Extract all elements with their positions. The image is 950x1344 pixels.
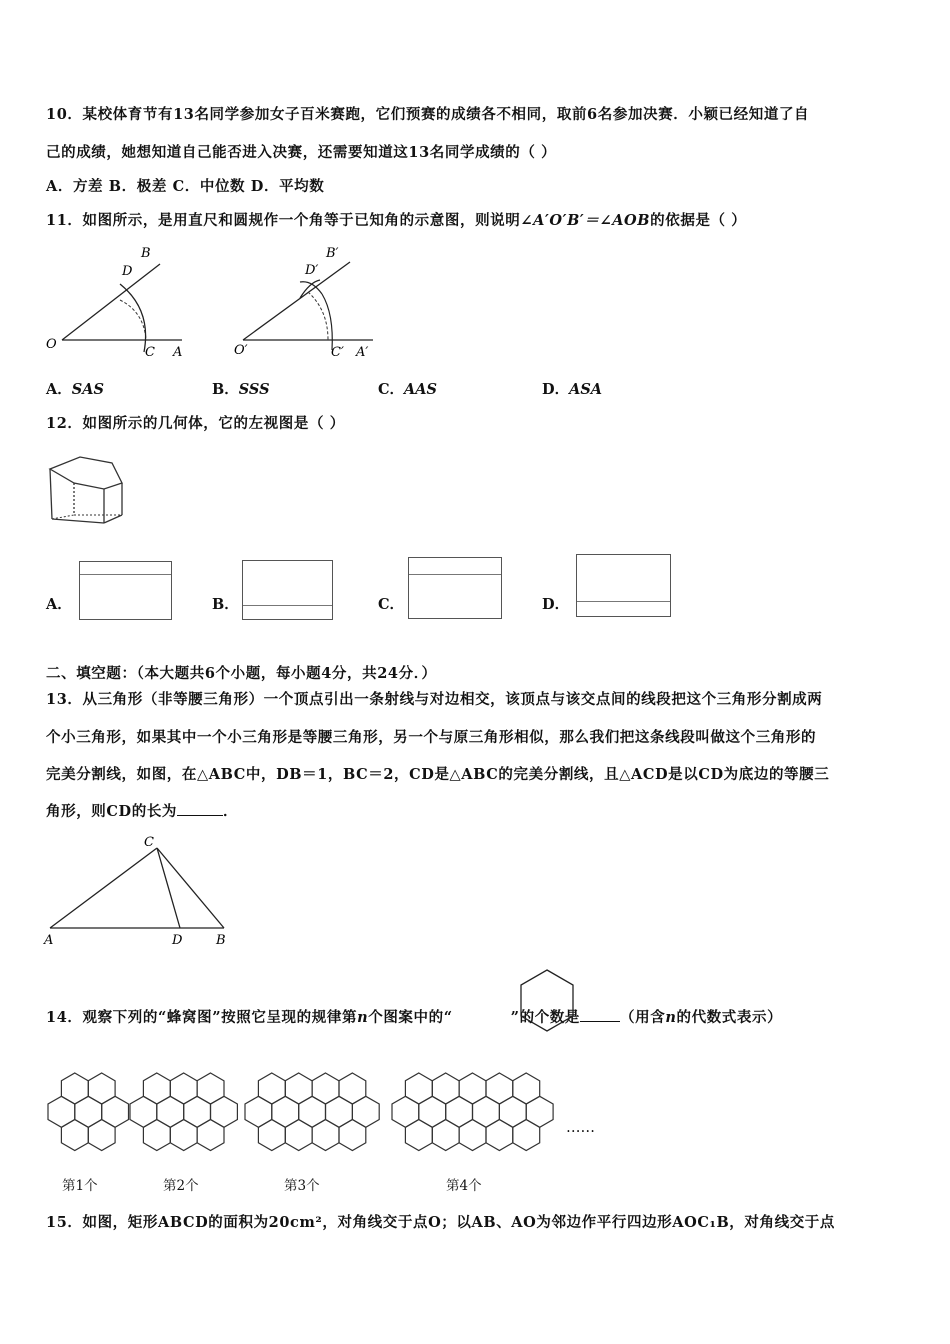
q12-option-d-line [577,601,670,602]
q13-answer-blank[interactable] [177,803,223,816]
honeycomb-cell [211,1096,238,1127]
q11-stem-suffix: 的依据是（ ） [650,212,747,229]
q14-stem-end-prefix: （用含 [620,1009,666,1026]
honeycomb-cell [102,1096,129,1127]
q14-stem-after: ”的个数是 [510,1009,581,1026]
honeycomb-cell [405,1073,432,1104]
honeycomb-cell [312,1073,339,1104]
q12-option-d-view[interactable] [576,554,671,617]
q11-option-a[interactable] [46,378,104,399]
q14-caption-3: 第3个 [284,1178,320,1194]
honeycomb-cell [197,1073,224,1104]
q14-answer-blank[interactable] [580,1009,620,1022]
q14-stem-mid: 个图案中的“ [368,1009,453,1026]
q11-stem [46,209,746,230]
q12-option-c-label[interactable]: C． [378,596,405,613]
q14-ellipsis: …… [566,1120,595,1136]
honeycomb-cell [299,1096,326,1127]
honeycomb-cell [88,1073,115,1104]
honeycomb-cell [419,1096,446,1127]
honeycomb-cell [352,1096,379,1127]
honeycomb-cell [285,1073,312,1104]
honeycomb-cell [339,1073,366,1104]
q13-label-a: A [44,933,54,948]
q12-option-b-line [243,605,332,606]
honeycomb-cell [513,1073,540,1104]
honeycomb-cell [130,1096,157,1127]
q10-line2: 己的成绩，她想知道自己能否进入决赛，还需要知道这13名同学成绩的（ ） [46,144,557,161]
q14-stem [46,1006,782,1027]
q14-stem-prefix: 14．观察下列的“蜂窝图”按照它呈现的规律第 [46,1009,358,1026]
q11-fig1-label-b: B [141,246,151,261]
honeycomb-cell [143,1120,170,1151]
honeycomb-cell [526,1096,553,1127]
honeycomb-cell [405,1120,432,1151]
honeycomb-cell [499,1096,526,1127]
q14-stem-end-suffix: 的代数式表示） [676,1009,783,1026]
q11-fig2-label-b: B′ [326,246,339,261]
honeycomb-cell [459,1120,486,1151]
q11-fig2-label-o: O′ [234,343,248,358]
honeycomb-cell [61,1073,88,1104]
q13-triangle-figure [40,830,240,950]
q11-fig2-label-a: A′ [356,345,369,360]
honeycomb-cell [75,1096,102,1127]
q13-line1: 13．从三角形（非等腰三角形）一个顶点引出一条射线与对边相交，该顶点与该交点间的线段把这个三角形分割成两 [46,691,823,708]
q12-option-d-label[interactable]: D． [542,596,570,613]
q13-line3: 完美分割线，如图，在△ABC中，DB＝1，BC＝2，CD是△ABC的完美分割线，且△ACD是以CD为底边的等腰三 [46,766,830,783]
q14-n-2: n [665,1009,677,1026]
q13-line4-suffix: ． [223,803,239,820]
honeycomb-cell [258,1073,285,1104]
q11-figure-1 [40,240,200,365]
q11-option-a-text: SAS [71,381,104,398]
honeycomb-cell [326,1096,353,1127]
q11-option-c-text: AAS [404,381,438,398]
q13-line2: 个小三角形，如果其中一个小三角形是等腰三角形，另一个与原三角形相似，那么我们把这条线段叫做这个三角形的 [46,729,817,746]
q13-label-b: B [216,933,226,948]
q11-stem-prefix: 11．如图所示，是用直尺和圆规作一个角等于已知角的示意图，则说明 [46,212,521,229]
q11-fig2-label-d: D′ [305,263,319,278]
honeycomb-cell [170,1073,197,1104]
q15-line1: 15．如图，矩形ABCD的面积为20cm²，对角线交于点O；以AB、AO为邻边作平行四边形AOC₁B，对角线交于点 [46,1214,836,1231]
q12-option-c-view[interactable] [408,557,502,619]
honeycomb-cell [272,1096,299,1127]
honeycomb-cell [258,1120,285,1151]
q11-option-c[interactable] [378,378,437,399]
honeycomb-cell [432,1073,459,1104]
q14-caption-2: 第2个 [163,1178,199,1194]
q11-option-b[interactable] [212,378,270,399]
section2-title: 二、填空题：（本大题共6个小题，每小题4分，共24分．） [46,665,437,682]
q11-fig1-label-d: D [122,264,133,279]
honeycomb-cell [459,1073,486,1104]
q10-options: A．方差 B．极差 C．中位数 D．平均数 [46,178,325,195]
honeycomb-cell [61,1120,88,1151]
q14-n: n [357,1009,369,1026]
q11-formula: ∠A′O′B′＝∠AOB [520,212,651,229]
q12-option-c-line [409,574,501,575]
honeycomb-cell [486,1120,513,1151]
honeycomb-cell [48,1096,75,1127]
honeycomb-cell [197,1120,224,1151]
honeycomb-cell [486,1073,513,1104]
honeycomb-cell [143,1073,170,1104]
honeycomb-cell [312,1120,339,1151]
q11-option-c-letter: C． [378,381,405,398]
honeycomb-cell [88,1120,115,1151]
honeycomb-cell [473,1096,500,1127]
q12-option-b-view[interactable] [242,560,333,620]
q13-label-d: D [172,933,183,948]
q12-option-b-label[interactable]: B． [212,596,239,613]
q13-label-c: C [144,835,154,850]
q14-caption-1: 第1个 [62,1178,98,1194]
honeycomb-cell [184,1096,211,1127]
honeycomb-cell [285,1120,312,1151]
q12-option-a-view[interactable] [79,561,172,620]
q11-fig1-label-a: A [173,345,183,360]
honeycomb-cell [446,1096,473,1127]
honeycomb-cell [245,1096,272,1127]
q12-option-a-label[interactable]: A． [46,596,72,613]
q13-line4-prefix: 角形，则CD的长为 [46,803,178,820]
q14-hexagon-icon [518,968,576,1034]
q10-line1: 10．某校体育节有13名同学参加女子百米赛跑，它们预赛的成绩各不相同，取前6名参加决赛．小颖已经知道了自 [46,106,810,123]
q11-fig2-label-c: C′ [331,345,344,360]
q11-option-d-letter: D． [542,381,570,398]
q11-figure-2 [228,240,388,365]
q11-option-d[interactable] [542,378,602,399]
honeycomb-cell [157,1096,184,1127]
q11-fig1-label-c: C [145,345,155,360]
q11-option-d-text: ASA [569,381,603,398]
q11-option-a-letter: A． [46,381,72,398]
q12-stem: 12．如图所示的几何体，它的左视图是（ ） [46,415,345,432]
q12-solid-figure [46,453,128,528]
q11-option-b-letter: B． [212,381,239,398]
honeycomb-cell [339,1120,366,1151]
honeycomb-cell [513,1120,540,1151]
honeycomb-cell [170,1120,197,1151]
q11-option-b-text: SSS [238,381,270,398]
honeycomb-cell [432,1120,459,1151]
q14-caption-4: 第4个 [446,1178,482,1194]
q12-option-a-line [80,574,171,575]
honeycomb-cell [392,1096,419,1127]
q11-fig1-label-o: O [46,337,57,352]
q13-line4 [46,800,238,821]
